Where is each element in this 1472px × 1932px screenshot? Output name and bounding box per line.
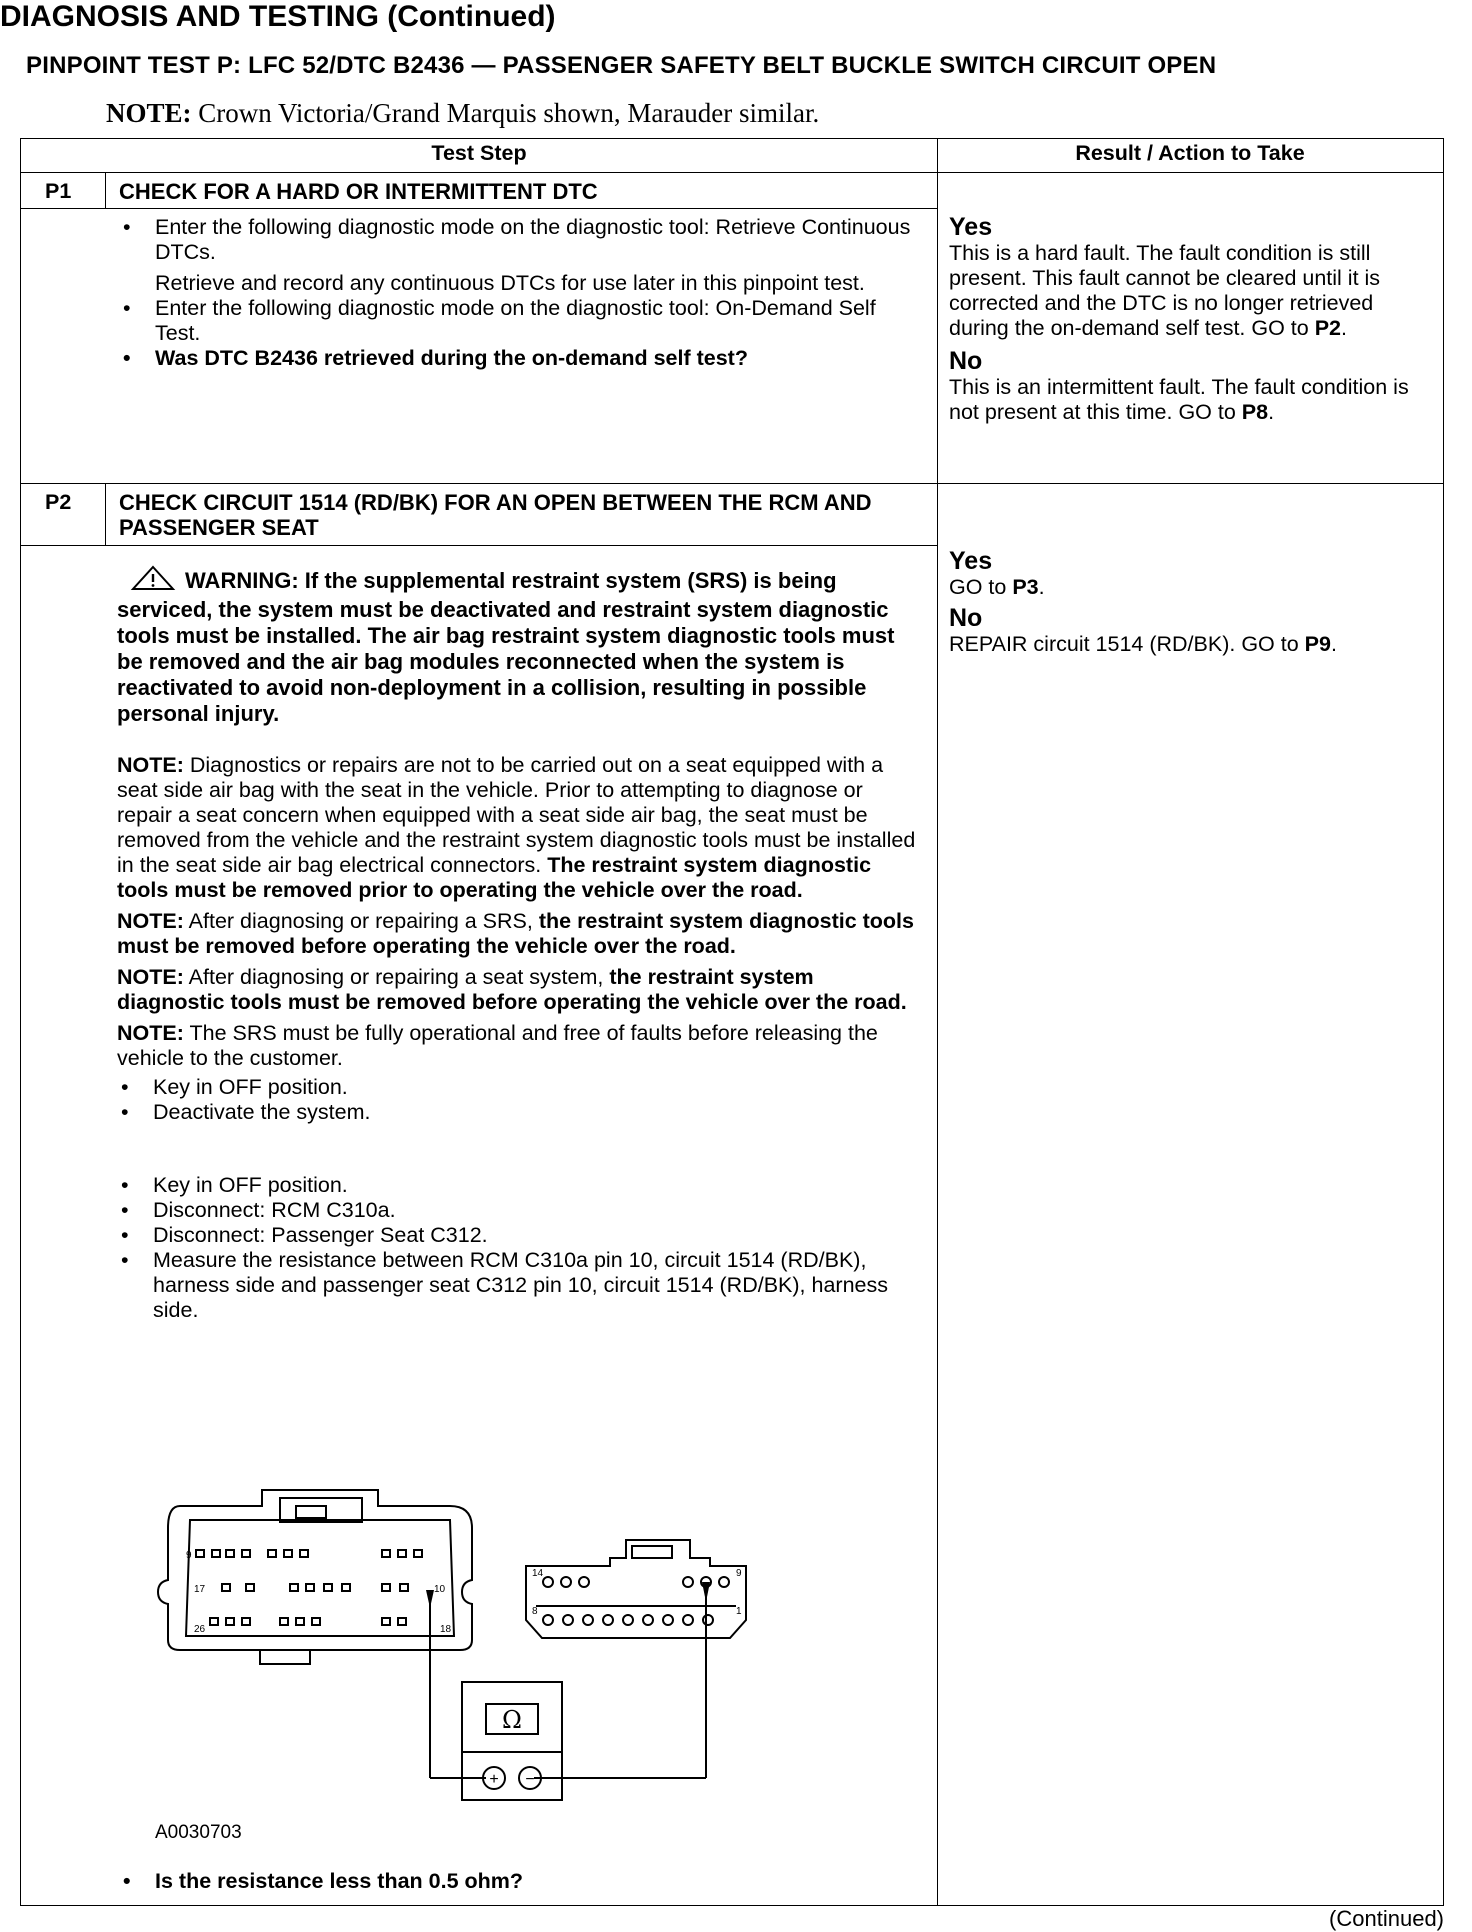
top-note-text: Crown Victoria/Grand Marquis shown, Marauder similar. [191,98,820,128]
note-2-bold: the restraint system diagnostic tools must be removed before operating the vehicle over the road. [117,909,914,958]
header-result: Result / Action to Take [1075,141,1305,165]
rcm-pin-row-2 [222,1584,408,1591]
p1-yes-period: . [1341,316,1347,340]
id-divider-p2 [105,483,106,545]
p2-question: • Is the resistance less than 0.5 ohm? [119,1869,523,1894]
rcm-pin-row-1 [196,1550,422,1557]
p1-end-divider [21,483,1443,484]
p2-question-wrap [119,1869,523,1894]
continued-label: (Continued) [1329,1906,1444,1931]
label-pin-26: 26 [194,1624,206,1635]
top-note [106,98,819,129]
pinpoint-test-title: PINPOINT TEST P: LFC 52/DTC B2436 — PASSENGER SAFETY BELT BUCKLE SWITCH CIRCUIT OPEN [26,52,1217,79]
note-4 [117,1021,917,1071]
steps-a [117,1075,917,1125]
label-pin-9b: 9 [736,1568,742,1579]
p2-no-period: . [1330,632,1337,656]
probe-tip-rcm [426,1590,434,1608]
p1-yes-body: This is a hard fault. The fault condition is still present. This fault cannot be cleared until it is corrected and the DTC is no longer retrieved during the on-demand self test. GO to [949,241,1381,340]
ohm-symbol: Ω [502,1706,522,1734]
minus-symbol: − [525,1771,535,1788]
header-divider [21,172,1443,173]
p2-no-text [949,632,1434,657]
step-id-p2: P2 [45,490,72,514]
warning-text: WARNING: If the supplemental restraint system (SRS) is being serviced, the system must be deactivated and restraint system diagnostic tools must be installed. The air bag restraint system diagnostic tools must be removed and the air bag modules reconnected when the system is reactivated to avoid non-deployment in a collision, resulting in possible personal injury. [117,568,895,726]
page-title: DIAGNOSIS AND TESTING (Continued) [0,0,556,33]
seat-pin-row-2 [543,1615,713,1625]
step-title-p2: CHECK CIRCUIT 1514 (RD/BK) FOR AN OPEN BETWEEN THE RCM AND PASSENGER SEAT [119,490,872,540]
header-test-step: Test Step [431,141,527,165]
note-1-bold: The restraint system diagnostic tools must be removed prior to operating the vehicle over the road. [117,853,872,902]
p2-body [117,565,917,1323]
connector-diagram [150,1470,750,1820]
p1-title-divider [21,208,937,209]
note-2 [117,909,917,959]
note-3-bold: the restraint system diagnostic tools must be removed before operating the vehicle over the road. [117,965,907,1014]
warning-block [117,565,917,727]
step-b-4: • Measure the resistance between RCM C310a pin 10, circuit 1514 (RD/BK), harness side and passenger seat C312 pin 10, circuit 1514 (RD/BK), harness side. [117,1248,893,1323]
p2-no-goto: P9 [1304,632,1331,656]
step-b-2: • Disconnect: RCM C310a. [117,1198,917,1223]
step-id-p1: P1 [45,179,72,203]
rcm-pin-row-3 [210,1618,406,1625]
seat-pin-row-1 [543,1577,729,1587]
label-pin-14: 14 [532,1568,544,1579]
seat-latch [632,1546,672,1558]
plus-symbol: + [489,1771,499,1788]
ohmmeter [462,1682,562,1800]
note-1-text: Diagnostics or repairs are not to be carried out on a seat equipped with a seat side air bag with the seat in the vehicle. Prior to attempting to diagnose or repair a seat concern when equipped with a seat side air bag, the seat must be removed from the vehicle and the restraint system diagnostic tools must be installed in the seat side air bag electrical connectors. [117,753,916,877]
p1-para-1: Retrieve and record any continuous DTCs for use later in this pinpoint test. [155,271,865,295]
note-2-text: After diagnosing or repairing a SRS, [183,909,539,933]
p2-result [949,547,1434,657]
p1-body [119,215,919,371]
p1-yes-label: Yes [949,213,993,241]
step-b-1: • Key in OFF position. [117,1173,917,1198]
rcm-key [260,1650,310,1664]
p1-no-goto: P8 [1241,400,1269,424]
p1-bullet-1: • Enter the following diagnostic mode on the diagnostic tool: Retrieve Continuous DTCs. [119,215,919,265]
p2-no-body: REPAIR circuit 1514 (RD/BK). GO to [949,632,1305,656]
note-1-label: NOTE: [117,753,184,777]
note-1 [117,753,917,903]
note-4-text: The SRS must be fully operational and free of faults before releasing the vehicle to the customer. [117,1021,878,1070]
column-divider [937,139,938,1905]
label-pin-10: 10 [434,1584,446,1595]
top-note-label: NOTE: [106,98,192,128]
p2-yes-goto: P3 [1012,575,1039,599]
label-pin-9: 9 [186,1550,192,1561]
diagram-caption: A0030703 [155,1822,242,1843]
rcm-latch-inner [296,1506,326,1518]
note-4-label: NOTE: [117,1021,184,1045]
p1-no-text [949,375,1434,425]
p1-no-period: . [1268,400,1275,424]
step-title-p1: CHECK FOR A HARD OR INTERMITTENT DTC [119,179,598,204]
note-3-text: After diagnosing or repairing a seat system, [183,965,610,989]
p1-result [949,213,1434,425]
step-a-2: • Deactivate the system. [117,1100,917,1125]
note-3 [117,965,917,1015]
step-a-1: • Key in OFF position. [117,1075,917,1100]
p2-yes-label: Yes [949,547,993,575]
p1-bullet-2: • Enter the following diagnostic mode on the diagnostic tool: On-Demand Self Test. [119,296,919,346]
p2-yes-text [949,575,1434,600]
warning-icon [129,565,177,597]
step-b-3: • Disconnect: Passenger Seat C312. [117,1223,917,1248]
p2-title-divider [21,545,937,546]
p1-no-body: This is an intermittent fault. The fault condition is not present at this time. GO to [949,375,1409,424]
steps-b [117,1173,917,1323]
p2-yes-body: GO to [949,575,1013,599]
label-pin-8: 8 [532,1606,538,1617]
label-pin-18: 18 [440,1624,452,1635]
p2-no-label: No [949,604,983,632]
p1-yes-goto: P2 [1314,316,1342,340]
p1-yes-text [949,241,1434,341]
note-2-label: NOTE: [117,909,184,933]
id-divider-p1 [105,172,106,208]
label-pin-1: 1 [736,1606,742,1617]
note-3-label: NOTE: [117,965,184,989]
p1-no-label: No [949,347,983,375]
p2-yes-period: . [1038,575,1045,599]
label-pin-17: 17 [194,1584,206,1595]
probe-tip-seat [702,1582,710,1602]
p1-question: • Was DTC B2436 retrieved during the on-demand self test? [119,346,919,371]
